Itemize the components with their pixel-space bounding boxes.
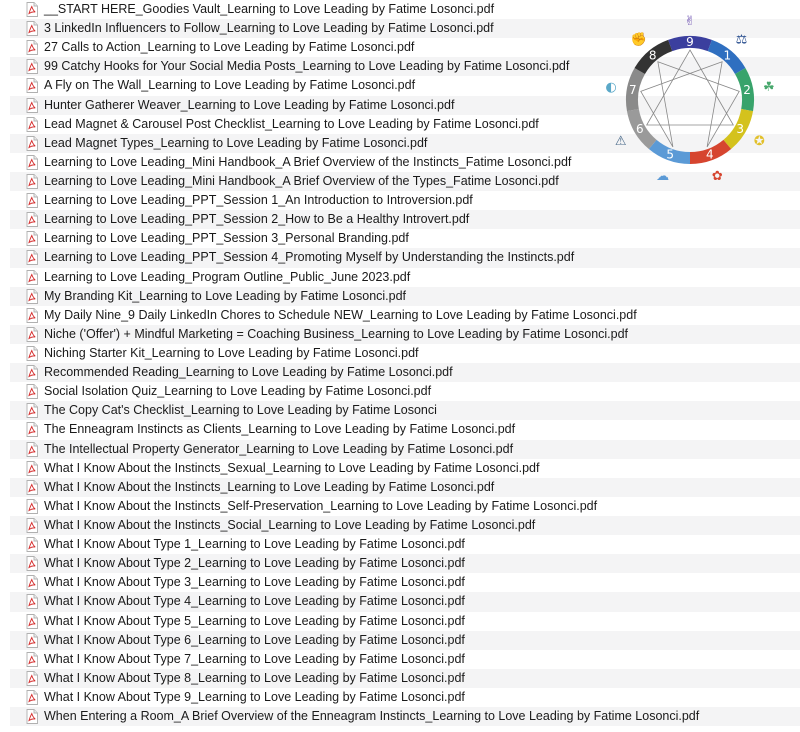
file-name: The Intellectual Property Generator_Learning to Love Leading by Fatime Losonci.pdf [44, 441, 514, 456]
pdf-icon [26, 136, 38, 151]
file-row[interactable] [10, 229, 800, 248]
pdf-icon [26, 442, 38, 457]
file-name: __START HERE_Goodies Vault_Learning to Love Leading by Fatime Losonci.pdf [44, 2, 495, 17]
file-name: The Enneagram Instincts as Clients_Learning to Love Leading by Fatime Losonci.pdf [44, 422, 516, 437]
pdf-icon [26, 537, 38, 552]
file-row[interactable] [10, 325, 800, 344]
file-name: Learning to Love Leading_Program Outline_Public_June 2023.pdf [44, 269, 411, 284]
file-row[interactable] [10, 573, 800, 592]
pdf-icon [26, 461, 38, 476]
file-row[interactable] [10, 535, 800, 554]
pdf-icon [26, 575, 38, 590]
file-name: My Daily Nine_9 Daily LinkedIn Chores to Schedule NEW_Learning to Love Leading by Fatime Losonci.pdf [44, 307, 637, 322]
file-row[interactable] [10, 401, 800, 420]
file-row[interactable] [10, 287, 800, 306]
pdf-icon [26, 212, 38, 227]
peace-icon: ✌ [684, 14, 696, 29]
helping-hand-icon: ☘ [762, 80, 775, 96]
file-row[interactable] [10, 554, 800, 573]
pdf-icon [26, 308, 38, 323]
file-row[interactable] [10, 516, 800, 535]
file-row[interactable] [10, 497, 800, 516]
type-number: 3 [736, 122, 745, 136]
pdf-icon [26, 174, 38, 189]
pdf-icon [26, 2, 38, 17]
file-name: My Branding Kit_Learning to Love Leading by Fatime Losonci.pdf [44, 288, 407, 303]
file-name: Learning to Love Leading_Mini Handbook_A Brief Overview of the Instincts_Fatime Losonci.pdf [44, 154, 572, 169]
type-number: 9 [686, 35, 694, 49]
file-name: Niche ('Offer') + Mindful Marketing = Coaching Business_Learning to Love Leading by Fatime Losonci.pdf [44, 326, 629, 341]
file-name: What I Know About the Instincts_Learning to Love Leading by Fatime Losonci.pdf [44, 479, 495, 494]
pdf-icon [26, 384, 38, 399]
file-name: What I Know About the Instincts_Social_Learning to Love Leading by Fatime Losonci.pdf [44, 518, 536, 532]
file-name: What I Know About the Instincts_Self-Preservation_Learning to Love Leading by Fatime Losonci.pdf [44, 498, 598, 513]
pdf-icon [26, 327, 38, 342]
file-name: What I Know About Type 1_Learning to Love Leading by Fatime Losonci.pdf [44, 537, 465, 552]
enneagram-image [603, 13, 778, 188]
pdf-icon [26, 21, 38, 36]
file-name: When Entering a Room_A Brief Overview of the Enneagram Instincts_Learning to Love Leading by Fatime Losonci.pdf [44, 709, 700, 724]
pdf-icon [26, 652, 38, 667]
file-row[interactable] [10, 478, 800, 497]
balloon-icon: ◐ [605, 80, 617, 96]
file-name: Social Isolation Quiz_Learning to Love Leading by Fatime Losonci.pdf [44, 384, 432, 399]
file-name: 27 Calls to Action_Learning to Love Leading by Fatime Losonci.pdf [44, 40, 415, 55]
file-name: What I Know About Type 7_Learning to Love Leading by Fatime Losonci.pdf [44, 651, 465, 666]
fist-icon: ✊ [630, 32, 647, 48]
pdf-icon [26, 98, 38, 113]
pdf-icon [26, 480, 38, 495]
pdf-icon [26, 59, 38, 74]
scales-icon: ⚖ [735, 32, 748, 48]
file-row[interactable] [10, 420, 800, 439]
file-name: What I Know About the Instincts_Sexual_Learning to Love Leading by Fatime Losonci.pdf [44, 460, 540, 475]
file-name: 3 LinkedIn Influencers to Follow_Learning to Love Leading by Fatime Losonci.pdf [44, 21, 494, 36]
pdf-icon [26, 671, 38, 686]
trophy-icon: ✪ [753, 134, 765, 149]
pdf-icon [26, 594, 38, 609]
file-row[interactable] [10, 631, 800, 650]
file-name: Learning to Love Leading_PPT_Session 3_Personal Branding.pdf [44, 231, 409, 246]
pdf-icon [26, 690, 38, 705]
file-name: What I Know About Type 4_Learning to Love Leading by Fatime Losonci.pdf [44, 594, 465, 609]
file-row[interactable] [10, 707, 800, 726]
type-number: 2 [743, 82, 751, 97]
brain-icon: ☁ [656, 169, 670, 185]
pdf-icon [26, 78, 38, 93]
file-row[interactable] [10, 459, 800, 478]
palette-icon: ✿ [711, 169, 723, 185]
file-row[interactable] [10, 268, 800, 287]
pdf-icon [26, 518, 38, 533]
file-name: Learning to Love Leading_PPT_Session 1_An Introduction to Introversion.pdf [44, 193, 473, 208]
file-row[interactable] [10, 191, 800, 210]
file-name: What I Know About Type 8_Learning to Love Leading by Fatime Losonci.pdf [44, 670, 465, 685]
pdf-icon [26, 365, 38, 380]
enneagram-lines [641, 50, 739, 147]
file-name: Lead Magnet & Carousel Post Checklist_Learning to Love Leading by Fatime Losonci.pdf [44, 116, 539, 131]
type-number: 1 [723, 48, 732, 63]
file-row[interactable] [10, 210, 800, 229]
type-number: 7 [629, 82, 637, 97]
file-name: Learning to Love Leading_PPT_Session 4_Promoting Myself by Understanding the Instincts.pdf [44, 250, 575, 265]
pdf-icon [26, 346, 38, 361]
file-row[interactable] [10, 344, 800, 363]
file-name: What I Know About Type 3_Learning to Love Leading by Fatime Losonci.pdf [44, 575, 465, 590]
file-name: Lead Magnet Types_Learning to Love Leading by Fatime Losonci.pdf [44, 135, 428, 150]
pdf-icon [26, 40, 38, 55]
pdf-icon [26, 270, 38, 285]
pdf-icon [26, 155, 38, 170]
pdf-icon [26, 289, 38, 304]
pdf-icon [26, 250, 38, 265]
pdf-icon [26, 231, 38, 246]
file-name: Learning to Love Leading_Mini Handbook_A Brief Overview of the Types_Fatime Losonci.pdf [44, 174, 559, 189]
warning-icon: ⚠ [614, 134, 627, 149]
pdf-icon [26, 499, 38, 514]
file-name: Learning to Love Leading_PPT_Session 2_How to Be a Healthy Introvert.pdf [44, 212, 470, 227]
file-row[interactable] [10, 612, 800, 631]
pdf-icon [26, 422, 38, 437]
file-row[interactable] [10, 669, 800, 688]
file-name: What I Know About Type 5_Learning to Love Leading by Fatime Losonci.pdf [44, 613, 465, 628]
file-name: 99 Catchy Hooks for Your Social Media Posts_Learning to Love Leading by Fatime Losonci.pdf [44, 59, 570, 74]
file-row[interactable] [10, 382, 800, 401]
file-name: A Fly on The Wall_Learning to Love Leading by Fatime Losonci.pdf [44, 78, 416, 93]
pdf-icon [26, 614, 38, 629]
file-row[interactable] [10, 592, 800, 611]
pdf-icon [26, 633, 38, 648]
file-row[interactable] [10, 650, 800, 669]
pdf-icon [26, 117, 38, 132]
file-row[interactable] [10, 363, 800, 382]
file-row[interactable] [10, 306, 800, 325]
file-name: Hunter Gatherer Weaver_Learning to Love Leading by Fatime Losonci.pdf [44, 97, 455, 112]
type-number: 5 [666, 147, 674, 162]
file-name: Recommended Reading_Learning to Love Leading by Fatime Losonci.pdf [44, 365, 453, 380]
pdf-icon [26, 193, 38, 208]
file-name: What I Know About Type 9_Learning to Love Leading by Fatime Losonci.pdf [44, 689, 465, 704]
pdf-icon [26, 556, 38, 571]
pdf-icon [26, 709, 38, 724]
file-name: Niching Starter Kit_Learning to Love Leading by Fatime Losonci.pdf [44, 346, 419, 361]
type-number: 6 [635, 122, 644, 136]
file-name: What I Know About Type 6_Learning to Love Leading by Fatime Losonci.pdf [44, 632, 465, 647]
type-number: 4 [706, 147, 714, 162]
type-number: 8 [648, 48, 657, 63]
file-row[interactable] [10, 248, 800, 267]
file-row[interactable] [10, 688, 800, 707]
pdf-icon [26, 403, 38, 418]
file-name: What I Know About Type 2_Learning to Love Leading by Fatime Losonci.pdf [44, 556, 465, 571]
file-row[interactable] [10, 440, 800, 459]
file-name: The Copy Cat's Checklist_Learning to Love Leading by Fatime Losonci [44, 403, 437, 418]
